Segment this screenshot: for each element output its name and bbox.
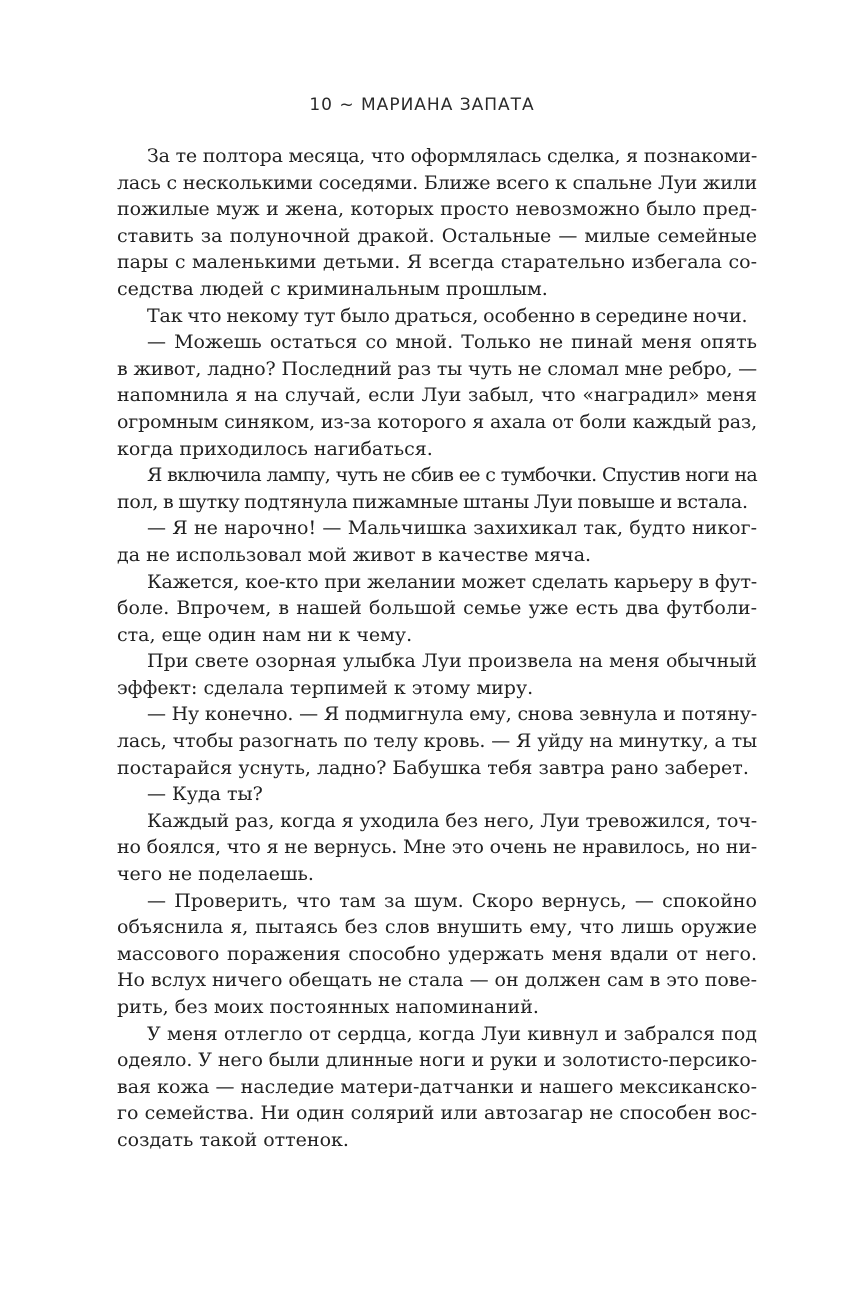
text-line: Но вслух ничего обещать не стала — он должен сам в это пове- xyxy=(117,969,757,992)
paragraph xyxy=(117,648,757,701)
paragraph xyxy=(117,888,757,1021)
paragraph xyxy=(117,569,757,649)
text-line: — Куда ты? xyxy=(147,783,263,806)
paragraph xyxy=(117,808,757,888)
text-line: чего не поделаешь. xyxy=(117,863,314,886)
text-line: Каждый раз, когда я уходила без него, Луи тревожился, точ- xyxy=(147,809,757,832)
paragraph xyxy=(117,515,757,568)
text-line: При свете озорная улыбка Луи произвела на меня обычный xyxy=(147,650,757,673)
paragraph xyxy=(117,329,757,462)
text-line: — Можешь остаться со мной. Только не пинай меня опять xyxy=(147,331,757,354)
text-line: — Я не нарочно! — Мальчишка захихикал так, будто никог- xyxy=(147,517,757,540)
paragraph xyxy=(117,303,757,330)
text-line: пол, в шутку подтянула пижамные штаны Луи повыше и встала. xyxy=(117,490,748,513)
page-number: 10 xyxy=(309,95,333,115)
paragraph xyxy=(117,781,757,808)
paragraph xyxy=(117,143,757,303)
text-line: седства людей с криминальным прошлым. xyxy=(117,277,548,300)
text-line: пары с маленькими детьми. Я всегда старательно избегала со- xyxy=(117,251,757,274)
text-line: лась с несколькими соседями. Ближе всего к спальне Луи жили xyxy=(117,171,757,194)
paragraph xyxy=(117,1021,757,1154)
text-line: лась, чтобы разогнать по телу кровь. — Я уйду на минутку, а ты xyxy=(117,730,757,753)
text-line: когда приходилось нагибаться. xyxy=(117,437,433,460)
text-line: — Ну конечно. — Я подмигнула ему, снова зевнула и потяну- xyxy=(147,703,757,726)
text-line: эффект: сделала терпимей к этому миру. xyxy=(117,676,534,699)
header-separator: ~ xyxy=(339,95,355,115)
running-header xyxy=(0,95,844,115)
text-line: создать такой оттенок. xyxy=(117,1128,349,1151)
text-line: массового поражения способно удержать меня вдали от него. xyxy=(117,942,757,965)
text-line: ставить за полуночной дракой. Остальные — милые семейные xyxy=(117,224,757,247)
text-line: — Проверить, что там за шум. Скоро вернусь, — спокойно xyxy=(147,889,757,912)
body-text xyxy=(117,143,757,1154)
text-line: но боялся, что я не вернусь. Мне это очень не нравилось, но ни- xyxy=(117,836,757,859)
text-line: рить, без моих постоянных напоминаний. xyxy=(117,996,539,1018)
paragraph xyxy=(117,701,757,781)
text-line: напомнила я на случай, если Луи забыл, что «наградил» меня xyxy=(117,384,757,407)
text-line: огромным синяком, из-за которого я ахала от боли каждый раз, xyxy=(117,410,757,433)
text-line: го семейства. Ни один солярий или автозагар не способен вос- xyxy=(117,1102,757,1125)
text-line: объяснила я, пытаясь без слов внушить ему, что лишь оружие xyxy=(117,916,757,939)
text-line: постарайся уснуть, ладно? Бабушка тебя завтра рано заберет. xyxy=(117,756,749,779)
text-line: Так что некому тут было драться, особенно в середине ночи. xyxy=(147,304,748,327)
text-line: У меня отлегло от сердца, когда Луи кивнул и забрался под xyxy=(147,1022,757,1045)
text-line: Кажется, кое-кто при желании может сделать карьеру в фут- xyxy=(147,570,757,593)
text-line: одеяло. У него были длинные ноги и руки и золотисто-персико- xyxy=(117,1049,757,1072)
paragraph xyxy=(117,462,757,515)
text-line: да не использовал мой живот в качестве мяча. xyxy=(117,543,592,566)
text-line: в живот, ладно? Последний раз ты чуть не сломал мне ребро, — xyxy=(117,357,757,380)
text-line: боле. Впрочем, в нашей большой семье уже есть два футболи- xyxy=(117,597,757,620)
text-line: ста, еще один нам ни к чему. xyxy=(117,623,413,646)
header-author: МАРИАНА ЗАПАТА xyxy=(361,95,535,115)
text-line: вая кожа — наследие матери-датчанки и нашего мексиканско- xyxy=(117,1075,757,1098)
text-line: Я включила лампу, чуть не сбив ее с тумбочки. Спустив ноги на xyxy=(147,464,757,487)
text-line: пожилые муж и жена, которых просто невозможно было пред- xyxy=(117,198,757,221)
text-line: За те полтора месяца, что оформлялась сделка, я познакоми- xyxy=(147,145,757,167)
